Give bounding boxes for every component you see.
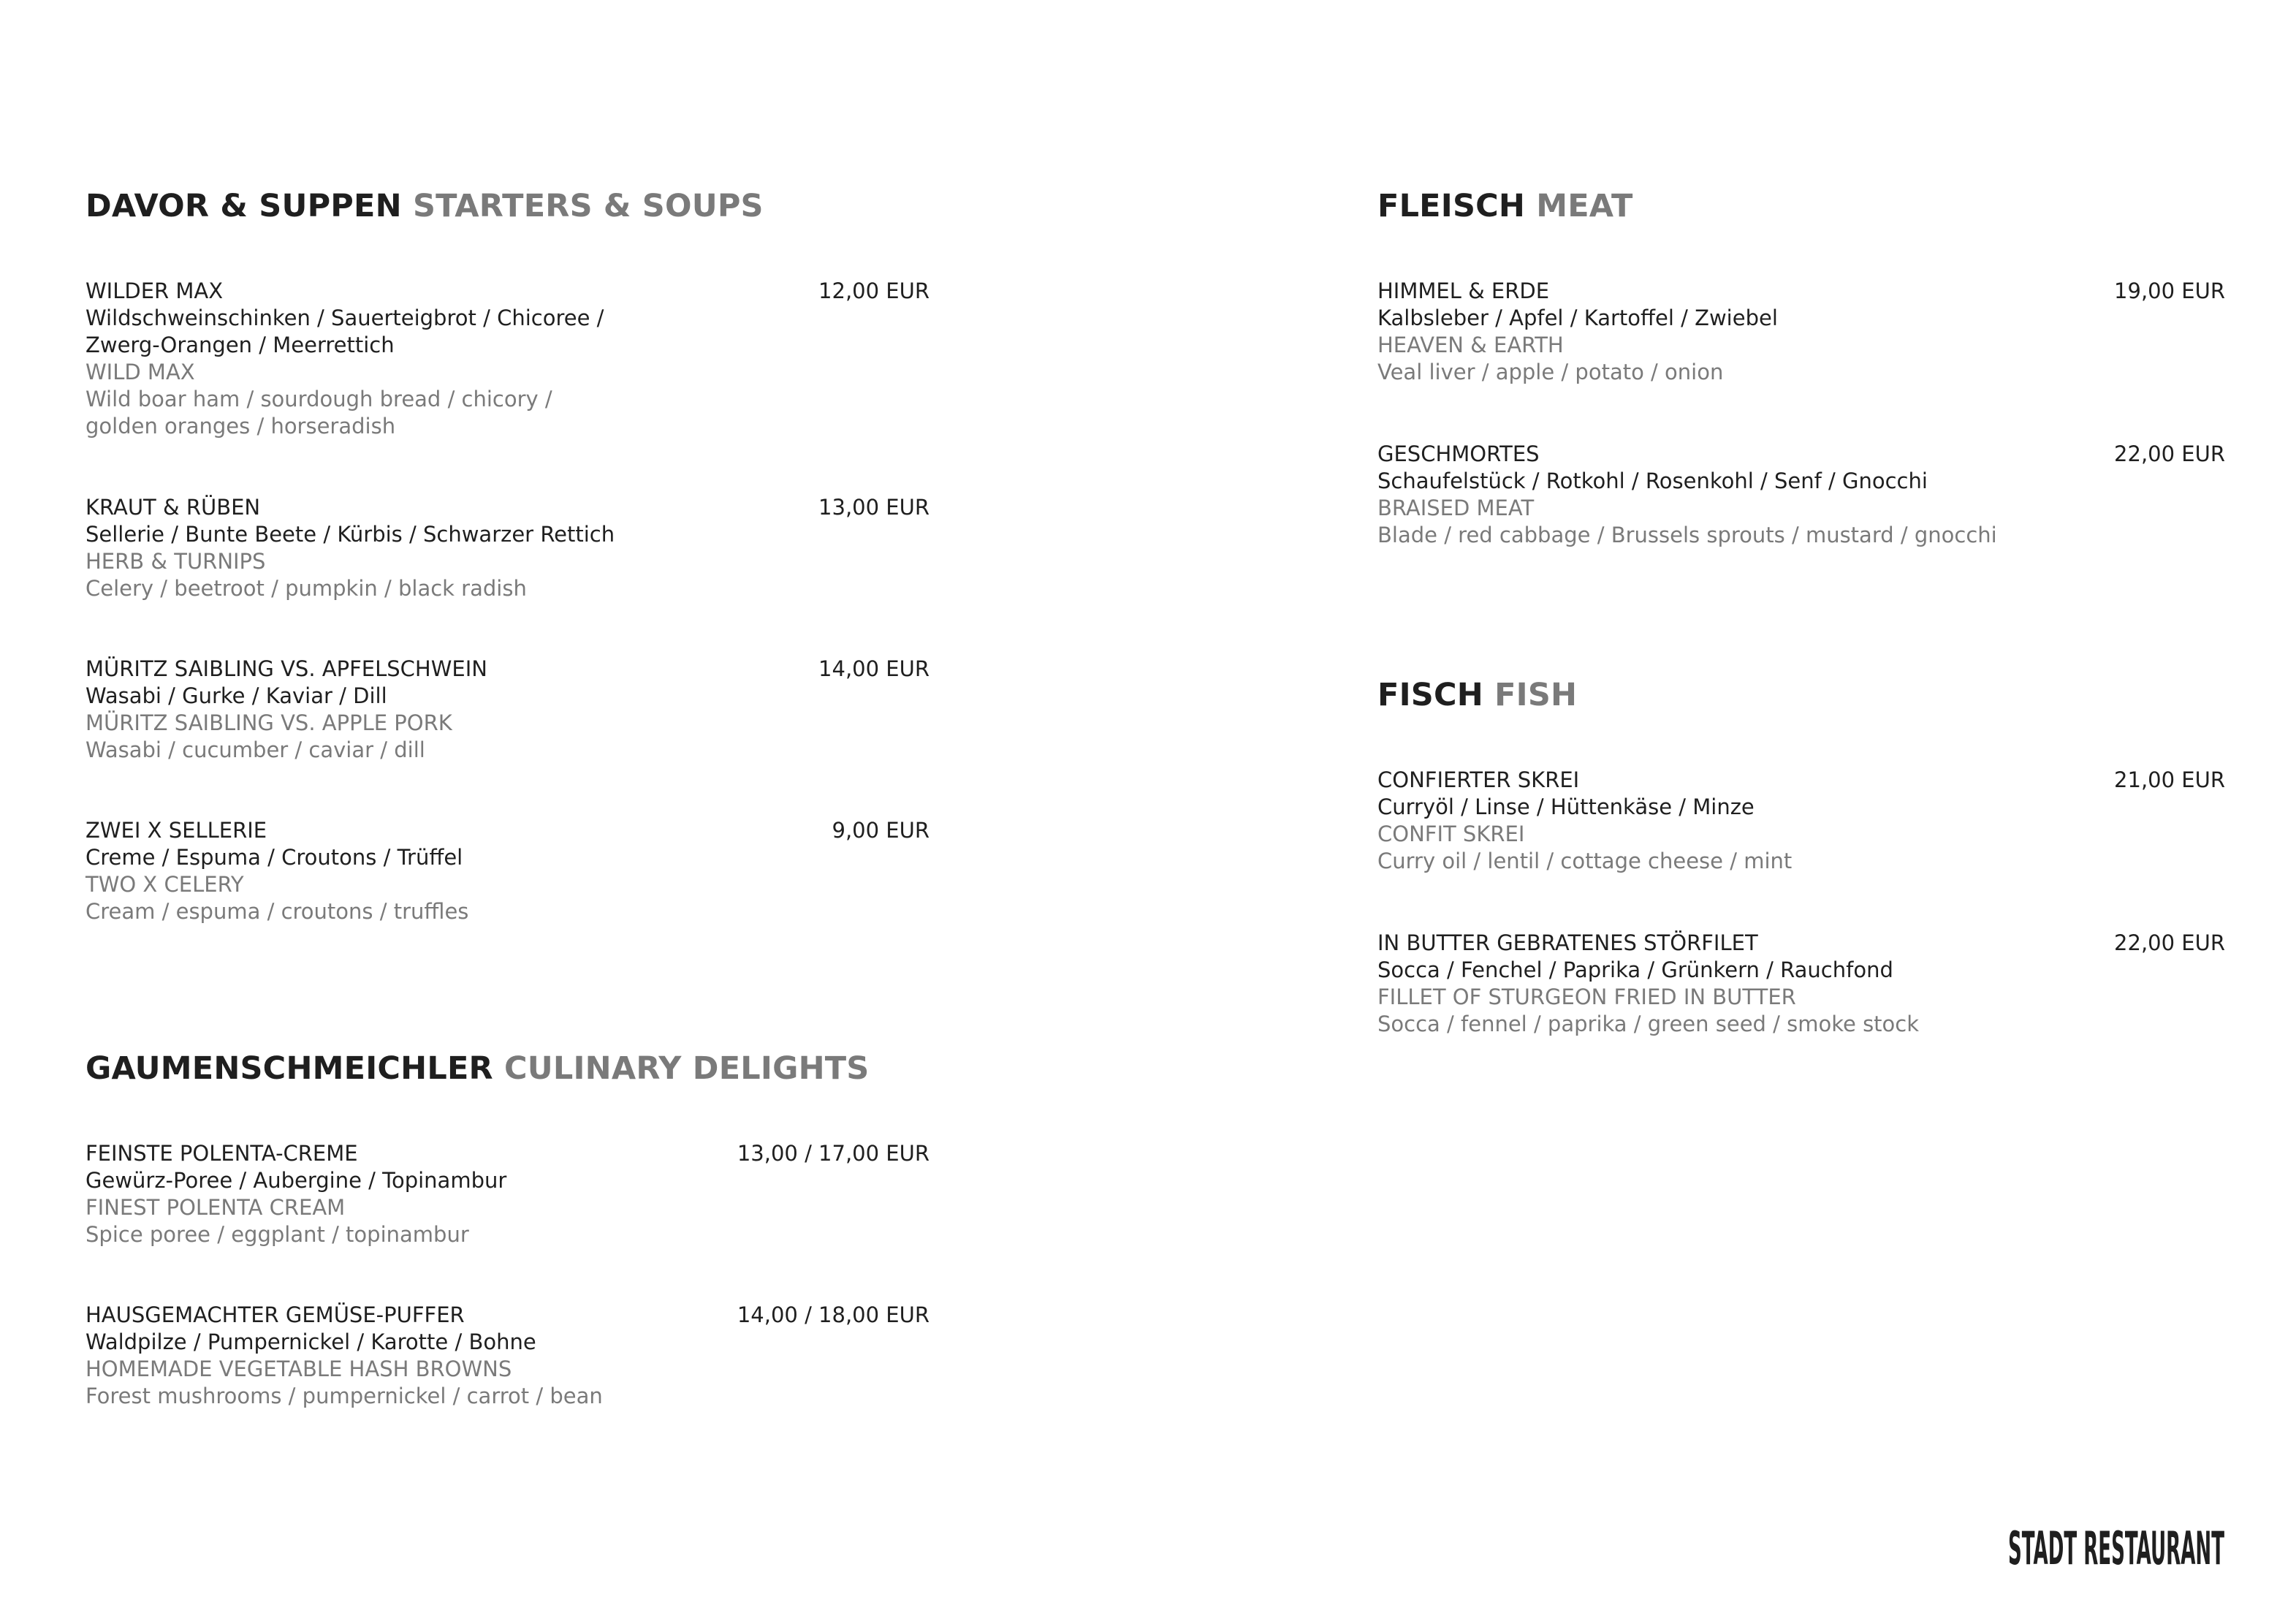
item-desc-en: golden oranges / horseradish bbox=[85, 414, 396, 439]
item-desc-de: Sellerie / Bunte Beete / Kürbis / Schwarzer Rettich bbox=[85, 522, 615, 547]
item-name-de: HAUSGEMACHTER GEMÜSE-PUFFER bbox=[85, 1302, 465, 1327]
logo-text: STADT RESTAURANT bbox=[2008, 1522, 2224, 1571]
item-name-en: TWO X CELERY bbox=[85, 872, 244, 897]
section-title-de: FISCH bbox=[1377, 677, 1483, 713]
menu-item bbox=[85, 656, 930, 765]
item-name-de: CONFIERTER SKREI bbox=[1377, 767, 1580, 792]
item-name-de: FEINSTE POLENTA-CREME bbox=[85, 1141, 358, 1166]
item-desc-de: Wildschweinschinken / Sauerteigbrot / Chicoree / bbox=[85, 306, 604, 330]
section-title-en: MEAT bbox=[1536, 188, 1633, 224]
item-desc-en: Spice poree / eggplant / topinambur bbox=[85, 1222, 469, 1247]
item-name-de: MÜRITZ SAIBLING VS. APFELSCHWEIN bbox=[85, 656, 487, 681]
section-title bbox=[85, 186, 764, 227]
item-desc-de: Zwerg-Orangen / Meerrettich bbox=[85, 333, 395, 357]
section-delights bbox=[85, 1048, 930, 1428]
menu-item bbox=[85, 1302, 930, 1411]
item-name-en: CONFIT SKREI bbox=[1377, 822, 1525, 846]
item-price: 14,00 / 18,00 EUR bbox=[737, 1302, 930, 1327]
item-price: 12,00 EUR bbox=[818, 278, 930, 303]
item-desc-en: Forest mushrooms / pumpernickel / carrot / bean bbox=[85, 1384, 603, 1408]
restaurant-logo bbox=[2007, 1520, 2226, 1571]
item-desc-de: Schaufelstück / Rotkohl / Rosenkohl / Senf / Gnocchi bbox=[1377, 468, 1928, 493]
item-desc-de: Curryöl / Linse / Hüttenkäse / Minze bbox=[1377, 794, 1755, 819]
item-name-en: FILLET OF STURGEON FRIED IN BUTTER bbox=[1377, 984, 1796, 1009]
item-name-en: HOMEMADE VEGETABLE HASH BROWNS bbox=[85, 1357, 512, 1381]
section-title-en: FISH bbox=[1494, 677, 1578, 713]
item-name-de: KRAUT & RÜBEN bbox=[85, 495, 261, 520]
item-desc-de: Socca / Fenchel / Paprika / Grünkern / Rauchfond bbox=[1377, 957, 1893, 982]
section-title bbox=[1377, 675, 1577, 716]
item-name-de: HIMMEL & ERDE bbox=[1377, 278, 1550, 303]
item-desc-de: Wasabi / Gurke / Kaviar / Dill bbox=[85, 683, 387, 708]
item-price: 13,00 / 17,00 EUR bbox=[737, 1141, 930, 1166]
section-title-en: CULINARY DELIGHTS bbox=[504, 1050, 870, 1087]
item-desc-de: Creme / Espuma / Croutons / Trüffel bbox=[85, 845, 463, 870]
section-title-de: DAVOR & SUPPEN bbox=[85, 188, 402, 224]
menu-item bbox=[85, 278, 930, 439]
section-starters bbox=[85, 186, 930, 946]
section-meat bbox=[1377, 186, 2225, 566]
menu-item bbox=[85, 494, 930, 604]
item-name-de: IN BUTTER GEBRATENES STÖRFILET bbox=[1377, 930, 1758, 955]
menu-item bbox=[1377, 441, 2225, 550]
item-desc-de: Kalbsleber / Apfel / Kartoffel / Zwiebel bbox=[1377, 306, 1778, 330]
section-title bbox=[85, 1048, 869, 1089]
menu-item bbox=[1377, 767, 2225, 876]
item-name-en: HERB & TURNIPS bbox=[85, 549, 266, 574]
menu-item bbox=[1377, 930, 2225, 1039]
section-title-de: FLEISCH bbox=[1377, 188, 1526, 224]
item-desc-en: Socca / fennel / paprika / green seed / smoke stock bbox=[1377, 1012, 1920, 1036]
item-desc-de: Waldpilze / Pumpernickel / Karotte / Bohne bbox=[85, 1329, 536, 1354]
item-price: 13,00 EUR bbox=[818, 495, 930, 520]
item-desc-en: Veal liver / apple / potato / onion bbox=[1377, 360, 1724, 384]
item-price: 22,00 EUR bbox=[2114, 930, 2225, 955]
item-price: 14,00 EUR bbox=[818, 656, 930, 681]
item-desc-en: Blade / red cabbage / Brussels sprouts / mustard / gnocchi bbox=[1377, 523, 1997, 547]
item-name-en: MÜRITZ SAIBLING VS. APPLE PORK bbox=[85, 710, 452, 735]
item-price: 19,00 EUR bbox=[2114, 278, 2225, 303]
item-price: 9,00 EUR bbox=[832, 818, 930, 843]
section-title-en: STARTERS & SOUPS bbox=[412, 188, 764, 224]
item-name-en: BRAISED MEAT bbox=[1377, 496, 1535, 520]
menu-item bbox=[85, 1140, 930, 1250]
item-name-de: WILDER MAX bbox=[85, 278, 224, 303]
menu-item bbox=[85, 817, 930, 927]
item-desc-en: Wild boar ham / sourdough bread / chicory / bbox=[85, 387, 552, 411]
section-title bbox=[1377, 186, 1632, 227]
item-desc-en: Wasabi / cucumber / caviar / dill bbox=[85, 737, 425, 762]
menu-item bbox=[1377, 278, 2225, 387]
item-price: 21,00 EUR bbox=[2114, 767, 2225, 792]
item-name-de: ZWEI X SELLERIE bbox=[85, 818, 267, 843]
item-desc-de: Gewürz-Poree / Aubergine / Topinambur bbox=[85, 1168, 507, 1193]
item-name-en: HEAVEN & EARTH bbox=[1377, 333, 1564, 357]
item-desc-en: Cream / espuma / croutons / truffles bbox=[85, 899, 469, 924]
item-name-en: WILD MAX bbox=[85, 360, 195, 384]
section-fish bbox=[1377, 675, 2225, 1055]
item-desc-en: Celery / beetroot / pumpkin / black radish bbox=[85, 576, 527, 601]
item-desc-en: Curry oil / lentil / cottage cheese / mint bbox=[1377, 849, 1793, 873]
item-name-en: FINEST POLENTA CREAM bbox=[85, 1195, 346, 1220]
item-price: 22,00 EUR bbox=[2114, 441, 2225, 466]
item-name-de: GESCHMORTES bbox=[1377, 441, 1540, 466]
section-title-de: GAUMENSCHMEICHLER bbox=[85, 1050, 493, 1087]
